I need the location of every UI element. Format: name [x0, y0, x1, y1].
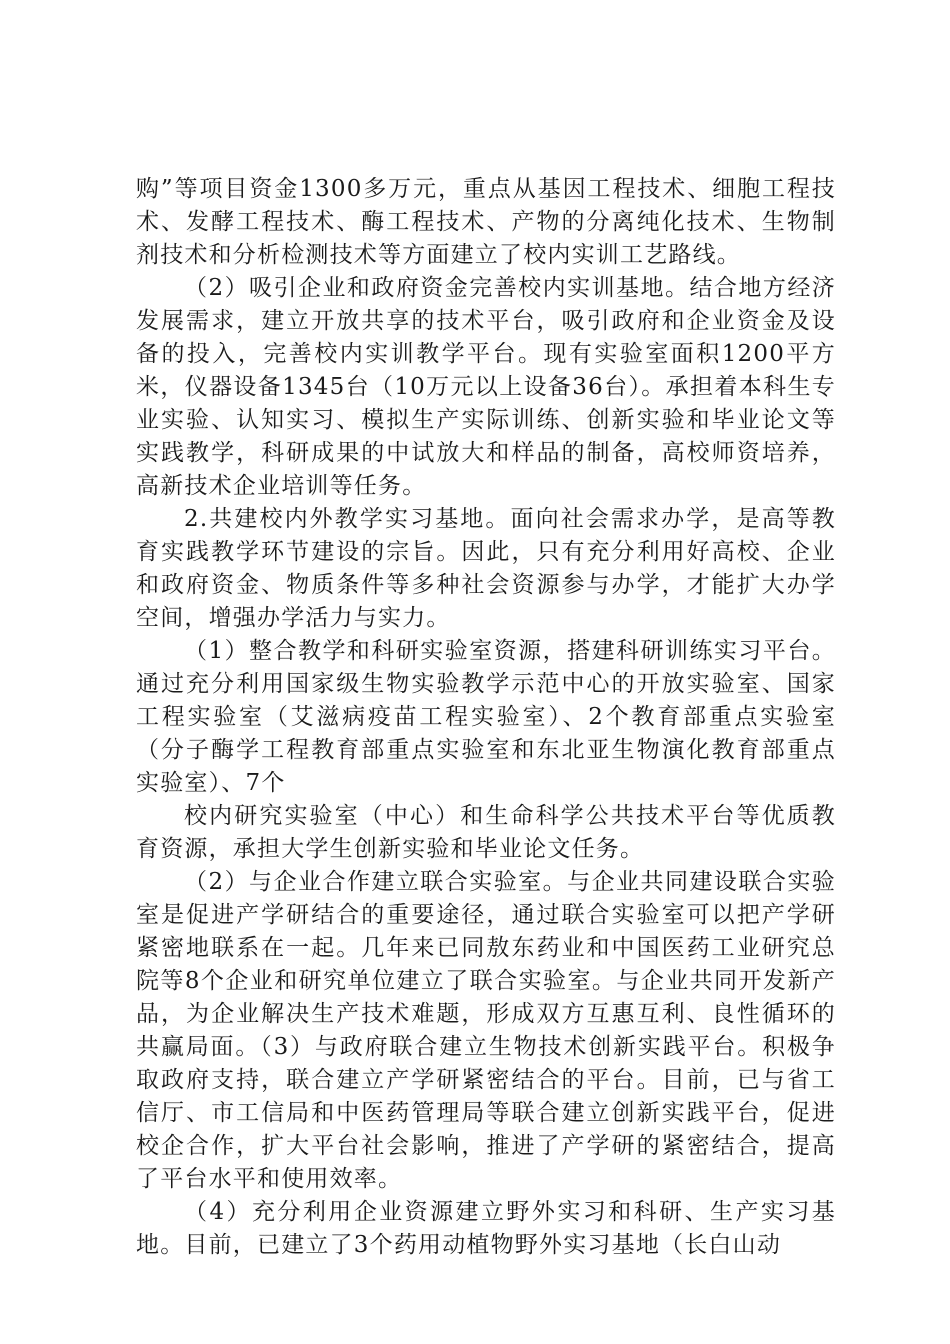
paragraph-4: （1）整合教学和科研实验室资源，搭建科研训练实习平台。通过充分利用国家级生物实验教学示范中心的开放实验室、国家工程实验室（艾滋病疫苗工程实验室）、2个教育部重点实验室（分子酶学工程教育部重点实验室和东北亚生物演化教育部重点实验室）、7个 [136, 638, 836, 796]
paragraph-2: （2）吸引企业和政府资金完善校内实训基地。结合地方经济发展需求，建立开放共享的技术平台，吸引政府和企业资金及设备的投入，完善校内实训教学平台。现有实验室面积1200平方米，仪器设备1345台（10万元以上设备36台）。承担着本科生专业实验、认知实习、模拟生产实际训练、创新实验和毕业论文等实践教学，科研成果的中试放大和样品的制备，高校师资培养，高新技术企业培训等任务。 [136, 275, 836, 499]
paragraph-1: 购”等项目资金1300多万元，重点从基因工程技术、细胞工程技术、发酵工程技术、酶工程技术、产物的分离纯化技术、生物制剂技术和分析检测技术等方面建立了校内实训工艺路线。 [136, 176, 836, 268]
paragraph-6: （2）与企业合作建立联合实验室。与企业共同建设联合实验室是促进产学研结合的重要途径，通过联合实验室可以把产学研紧密地联系在一起。几年来已同敖东药业和中国医药工业研究总院等8个企业和研究单位建立了联合实验室。与企业共同开发新产品，为企业解决生产技术难题，形成双方互惠互利、良性循环的共赢局面。（3）与政府联合建立生物技术创新实践平台。积极争取政府支持，联合建立产学研紧密结合的平台。目前，已与省工信厅、市工信局和中医药管理局等联合建立创新实践平台，促进校企合作，扩大平台社会影响，推进了产学研的紧密结合，提高了平台水平和使用效率。 [136, 869, 836, 1192]
document-body [136, 173, 836, 1262]
paragraph-7: （4）充分利用企业资源建立野外实习和科研、生产实习基地。目前，已建立了3个药用动植物野外实习基地（长白山动 [136, 1199, 836, 1258]
paragraph-5: 校内研究实验室（中心）和生命科学公共技术平台等优质教育资源，承担大学生创新实验和毕业论文任务。 [136, 803, 836, 862]
paragraph-3: 2.共建校内外教学实习基地。面向社会需求办学，是高等教育实践教学环节建设的宗旨。因此，只有充分利用好高校、企业和政府资金、物质条件等多种社会资源参与办学，才能扩大办学空间，增强办学活力与实力。 [136, 506, 836, 631]
